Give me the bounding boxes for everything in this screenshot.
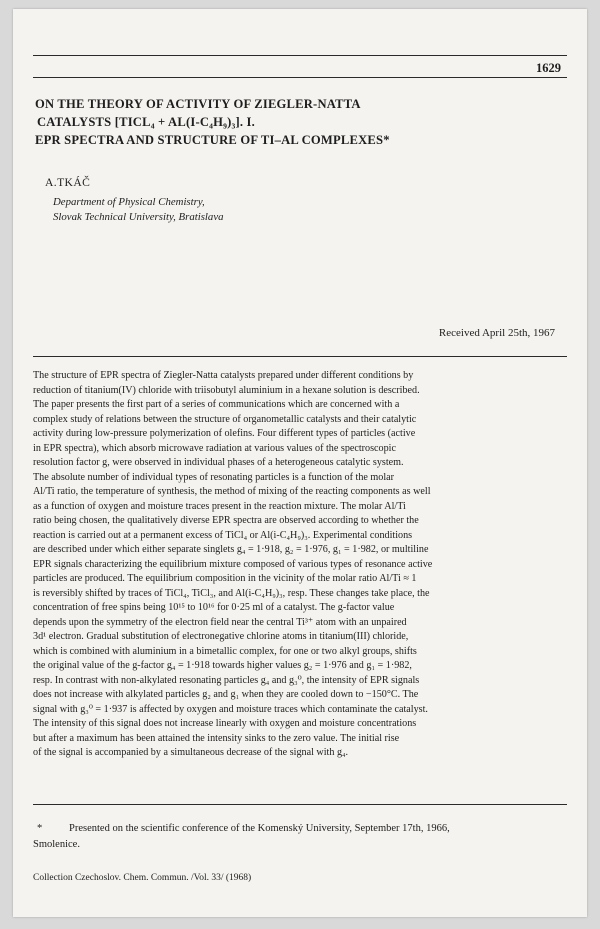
abstract-line: which is combined with aluminium in a bimetallic complex, for one or two alkyl groups, shifts	[33, 645, 417, 657]
footnote-mark: *	[37, 823, 43, 834]
abstract-line: reduction of titanium(IV) chloride with triisobutyl aluminium in a hexane solution is described.	[33, 384, 420, 396]
abstract-line: are described under which either separate singlets g₄ = 1·918, g₂ = 1·976, g₁ = 1·982, or multiline	[33, 544, 429, 555]
abstract-line: reaction is carried out at a permanent excess of TiCl₄ or Al(i-C₄H₉)₃. Experimental conditions	[33, 529, 413, 541]
abstract-line: ratio being chosen, the qualitatively diverse EPR spectra are observed according to whether the	[33, 515, 419, 526]
abstract-line: concentration of free spins being 10¹⁵ to 10¹⁶ for 0·25 ml of a catalyst. The g-factor value	[33, 602, 395, 613]
abstract-line: The structure of EPR spectra of Ziegler-Natta catalysts prepared under different conditions by	[33, 370, 414, 381]
abstract-line: of the signal is accompanied by a simultaneous decrease of the signal with g₄.	[33, 747, 349, 758]
received-date: Received April 25th, 1967	[438, 327, 555, 339]
abstract-line: is reversibly shifted by traces of TiCl₄, TiCl₃, and Al(i-C₄H₉)₃, resp. These changes take place, the	[33, 587, 430, 599]
footnote-rule	[33, 804, 567, 805]
abstract-line: 3d¹ electron. Gradual substitution of electronegative chlorine atoms in titanium(III) chloride,	[33, 631, 409, 642]
abstract-line: EPR signals characterizing the equilibrium mixture composed of various types of resonance active	[33, 558, 433, 570]
abstract-line: particles are produced. The equilibrium composition in the vicinity of the molar ratio Al/Ti ≈ 1	[33, 573, 417, 584]
abstract-line: resolution factor g, were observed in individual phases of a heterogeneous catalytic system.	[33, 457, 404, 468]
footnote	[33, 821, 567, 853]
abstract	[33, 369, 567, 761]
abstract-line: in EPR spectra), which absorb microwave radiation at various values of the spectroscopic	[33, 442, 396, 454]
abstract-line: does not increase with alkylated particles g₂ and g₁ when they are cooled down to −150°C. The	[33, 689, 419, 700]
title-line: CATALYSTS [TICL₄ + AL(I-C₄H₉)₃]. I.	[37, 115, 255, 129]
abstract-line: but after a maximum has been attained the intensity sinks to the zero value. The initial rise	[33, 732, 400, 744]
abstract-line: The paper presents the first part of a series of communications which are concerned with a	[33, 399, 400, 410]
footnote-text-continued: Smolenice.	[33, 839, 80, 850]
title-line: ON THE THEORY OF ACTIVITY OF ZIEGLER-NATTA	[35, 97, 361, 111]
affiliation-line: Slovak Technical University, Bratislava	[53, 211, 224, 223]
header-rule	[33, 55, 567, 56]
footnote-text: Presented on the scientific conference of the Komenský University, September 17th, 1966,	[69, 823, 450, 834]
title-line: EPR SPECTRA AND STRUCTURE OF TI–AL COMPLEXES*	[35, 133, 390, 147]
abstract-line: The intensity of this signal does not increase linearly with oxygen and moisture concentrations	[33, 718, 417, 729]
page-number: 1629	[536, 61, 561, 75]
affiliation	[53, 195, 224, 225]
paper-page	[13, 9, 587, 917]
abstract-line: complex study of relations between the structure of organometallic catalysts and their catalytic	[33, 413, 417, 425]
abstract-line: the original value of the g-factor g₄ = 1·918 towards higher values g₂ = 1·976 and g₁ = 1·982,	[33, 660, 412, 671]
header-rule-lower	[33, 77, 567, 78]
abstract-line: activity during low-pressure polymerization of olefins. Four different types of particles (active	[33, 428, 416, 439]
journal-citation: Collection Czechoslov. Chem. Commun. /Vol. 33/ (1968)	[33, 873, 252, 883]
affiliation-line: Department of Physical Chemistry,	[53, 196, 205, 208]
abstract-line: as a function of oxygen and moisture traces present in the reaction mixture. The molar Al/Ti	[33, 500, 406, 512]
abstract-line: The absolute number of individual types of resonating particles is a function of the molar	[33, 471, 395, 483]
abstract-line: Al/Ti ratio, the temperature of synthesis, the method of mixing of the reacting components as well	[33, 486, 431, 497]
abstract-rule	[33, 356, 567, 357]
article-title	[35, 95, 555, 149]
author-name: A.TKÁČ	[45, 176, 91, 189]
abstract-line: depends upon the symmetry of the electron field near the central Ti³⁺ atom with an unpaired	[33, 616, 407, 628]
abstract-line: signal with g₃⁰ = 1·937 is affected by oxygen and moisture traces which contaminate the catalyst.	[33, 703, 428, 715]
abstract-line: resp. In contrast with non-alkylated resonating particles g₄ and g₃⁰, the intensity of EPR signals	[33, 674, 420, 686]
